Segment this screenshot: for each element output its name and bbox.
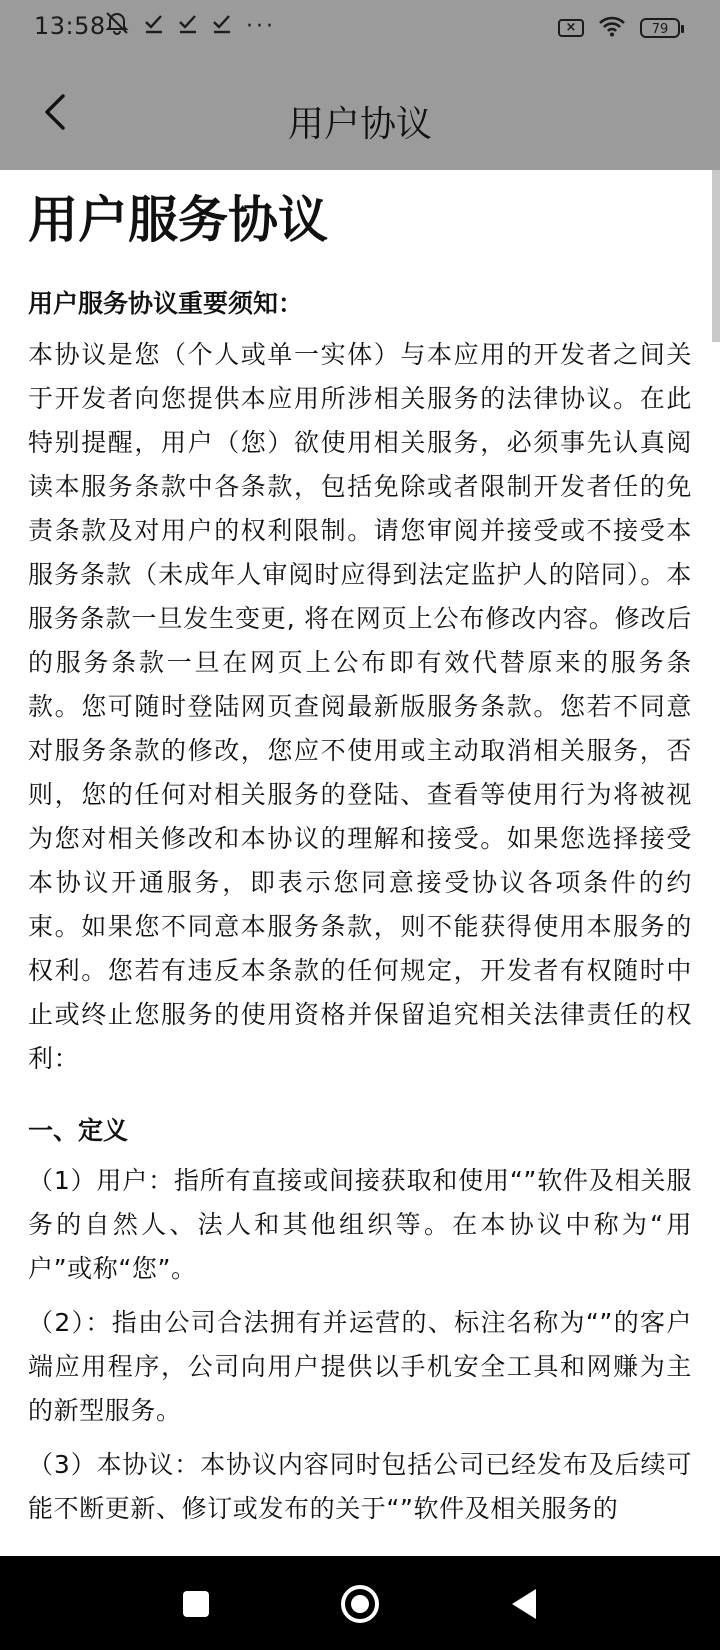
definition-item: （3）本协议：本协议内容同时包括公司已经发布及后续可能不断更新、修订或发布的关于“”软件及相关服务的 (28, 1450, 692, 1523)
check-icon (144, 12, 164, 42)
recent-apps-icon (181, 1589, 211, 1619)
app-bar (0, 54, 720, 170)
mute-icon (104, 10, 130, 44)
recent-apps-button[interactable] (168, 1576, 224, 1632)
status-bar (0, 0, 720, 54)
status-right-icons (558, 13, 680, 43)
scrollbar[interactable] (712, 170, 720, 342)
status-left-icons (104, 12, 276, 42)
battery-icon: 79 (640, 18, 680, 38)
navigation-bar (0, 1556, 720, 1650)
system-back-button[interactable] (496, 1576, 552, 1632)
check-icon (212, 12, 232, 42)
intro-paragraph: 本协议是您（个人或单一实体）与本应用的开发者之间关于开发者向您提供本应用所涉相关服务的法律协议。在此特别提醒，用户（您）欲使用相关服务，必须事先认真阅读本服务条款中各条款，包括免除或者限制开发者任的免责条款及对用户的权利限制。请您审阅并接受或不接受本服务条款（未成年人审阅时应得到法定监护人的陪同）。本服务条款一旦发生变更, 将在网页上公布修改内容。修改后的服务条款一旦在网页上公布即有效代替原来的服务条款。您可随时登陆网页查阅最新版服务条款。您若不同意对服务条款的修改，您应不使用或主动取消相关服务，否则，您的任何对相关服务的登陆、查看等使用行为将被视为您对相关修改和本协议的理解和接受。如果您选择接受本协议开通服务，即表示您同意接受协议各项条件的约束。如果您不同意本服务条款，则不能获得使用本服务的权利。您若有违反本条款的任何规定，开发者有权随时中止或终止您服务的使用资格并保留追究相关法律责任的权利： (28, 339, 692, 1073)
back-triangle-icon (508, 1587, 540, 1621)
more-dots-icon: ··· (246, 14, 276, 39)
definition-item: （2）：指由公司合法拥有并运营的、标注名称为“”的客户端应用程序，公司向用户提供以手机安全工具和网赚为主的新型服务。 (28, 1308, 692, 1425)
sim-x-icon: × (558, 19, 584, 37)
home-button[interactable] (332, 1576, 388, 1632)
home-icon (339, 1583, 381, 1625)
wifi-icon (598, 15, 626, 41)
definition-item: （1）用户：指所有直接或间接获取和使用“”软件及相关服务的自然人、法人和其他组织等。在本协议中称为“用户”或称“您”。 (28, 1166, 692, 1283)
status-time: 13:58 (34, 12, 106, 40)
section-heading-definitions: 一、定义 (28, 1115, 129, 1145)
document-title: 用户服务协议 (28, 191, 328, 249)
page-title: 用户协议 (287, 104, 432, 145)
notice-heading: 用户服务协议重要须知： (28, 289, 304, 318)
agreement-content[interactable] (0, 170, 720, 1556)
check-icon (178, 12, 198, 42)
